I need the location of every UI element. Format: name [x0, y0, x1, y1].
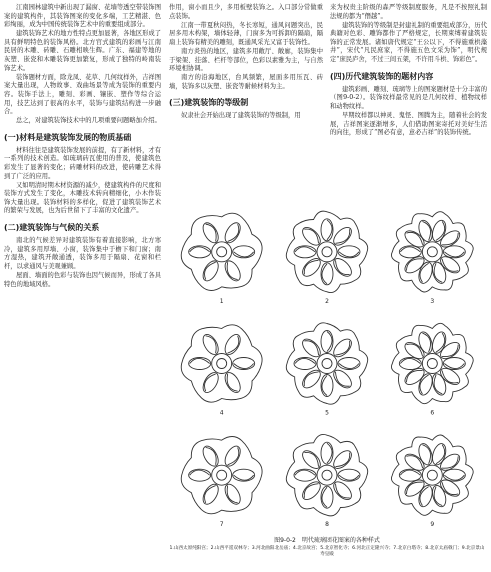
rosette-label: 6	[430, 409, 435, 417]
petal-shape	[443, 469, 465, 481]
rosette-core	[427, 359, 437, 369]
rosette-pattern	[391, 212, 473, 292]
petal-shape	[222, 444, 243, 469]
rosette-core	[427, 470, 437, 480]
petal-shape	[321, 331, 333, 353]
petal-shape	[321, 375, 333, 397]
paragraph: 南方炎热的地区，建筑多用敞厅、敞廊，装饰集中于梁架、挂落、栏杆等部位，色彩以素雅为主，与自然环境相协调。	[169, 47, 323, 73]
paragraph: 来为权贵主阶级的森严等级制度服务，凡是不按照礼制法规的都为“僭越”。	[330, 4, 487, 20]
rosette-center	[422, 242, 442, 262]
petal-shape	[430, 219, 448, 244]
rosette-outline	[181, 437, 262, 514]
scroll-curl	[304, 452, 318, 466]
rosette-label: 9	[430, 521, 435, 529]
rosette-outline	[181, 325, 262, 402]
rosette-pattern	[286, 434, 367, 515]
petal-shape	[416, 260, 434, 285]
rosette-pattern	[286, 323, 367, 404]
scroll-curl	[304, 341, 318, 355]
petal-shape	[416, 372, 434, 397]
rosette-grid	[169, 200, 485, 535]
rosette-core	[322, 359, 332, 369]
section-heading-materials: (一)材料是建筑装饰发展的物质基础	[4, 132, 132, 142]
rosette-core	[217, 247, 227, 257]
paragraph: 南方的沿海地区，台风频繁，屋面多用压瓦、砖墙，装饰多以灰塑、嵌瓷等耐候材料为主。	[169, 74, 323, 90]
rosette-pattern	[391, 323, 473, 403]
rosette-pattern	[181, 213, 262, 290]
petal-shape	[233, 469, 255, 481]
text-column-3	[330, 4, 487, 138]
petal-shape	[321, 442, 333, 464]
petal-shape	[338, 469, 360, 481]
petal-shape	[416, 330, 434, 355]
figure-caption-notes: 1.山西太原纯阳宫；2.山西平遥双林寺；3.河北曲阳北岳庙；4.北京故宫；5.北京智化寺；6.河北正定隆兴寺；7.北京白塔寺；8.北京太庙戟门；9.北京景山寿皇殿	[169, 546, 485, 558]
petal-shape	[321, 486, 333, 508]
petal-shape	[399, 246, 421, 258]
petal-shape	[222, 370, 243, 395]
rosette-center	[422, 354, 442, 374]
paragraph: 屋面、墙面的色彩与装饰也因气候而异，形成了各具特色的地域风格。	[4, 271, 161, 288]
petal-shape	[416, 442, 434, 467]
rosette-center	[317, 354, 337, 374]
petal-shape	[294, 469, 316, 481]
rosette-core	[427, 247, 437, 257]
petal-shape	[321, 263, 333, 285]
petal-shape	[200, 444, 221, 469]
rosette-label: 2	[325, 297, 329, 305]
rosette-outline	[181, 213, 262, 290]
rosette-center	[212, 465, 232, 485]
rosette-pattern	[391, 435, 473, 515]
scroll-curl	[335, 484, 349, 498]
paragraph: 建筑彩画、雕刻、琉璃等上的图案题材是十分丰富的（图9-0-2）。装饰纹样最常见的是几何纹样、植物纹样和动物纹样。	[330, 85, 487, 110]
rosette-center	[212, 242, 232, 262]
scroll-curl	[335, 341, 349, 355]
rosette-outline	[286, 323, 367, 404]
petal-shape	[430, 260, 448, 285]
petal-shape	[338, 358, 360, 370]
petal-shape	[294, 246, 316, 258]
paragraph: 江南园林建筑中新出现了漏窗、花墙等透空带装饰图案的建筑构件，其装饰图案的变化多端，工艺精湛、色彩绚丽，成为中国传统装饰艺术中的重要组成部分。	[4, 4, 161, 29]
paragraph: 早期纹样都以神灵、鬼怪、图腾为主，随着社会的发展，吉祥图案逐渐增多，人们借助图案寄托对美好生活的向往，形成了“图必有意，意必吉祥”的装饰传统。	[330, 111, 487, 137]
petal-shape	[200, 482, 221, 507]
rosette-outline	[391, 212, 473, 292]
paragraph: 又如明清时期木材资源的减少，使建筑构件的尺度和装饰方式发生了变化，木雕技术转向精细化，小木作装饰大量出现。装饰材料的多样化，促进了建筑装饰艺术的繁荣与发展，也为后世留下了丰富的文化遗产。	[4, 181, 161, 215]
petal-shape	[233, 246, 255, 258]
text-column-2	[169, 4, 323, 122]
scroll-curl	[335, 229, 349, 243]
rosette-core	[217, 359, 227, 369]
petal-shape	[200, 332, 221, 357]
petal-shape	[416, 219, 434, 244]
rosette-label: 7	[219, 521, 224, 529]
text-column-1	[4, 4, 161, 290]
petal-shape	[233, 358, 255, 370]
rosette-label: 4	[219, 409, 224, 417]
petal-shape	[222, 258, 243, 283]
section-heading-themes: (四)历代建筑装饰的题材内容	[330, 71, 434, 81]
petal-shape	[189, 246, 211, 258]
rosette-pattern	[286, 211, 367, 292]
petal-shape	[321, 219, 333, 241]
petal-shape	[294, 358, 316, 370]
rosette-outline	[391, 435, 473, 515]
paragraph: 装饰题材方面，除龙凤、花草、几何纹样外，吉祥图案大量出现，人物故事、戏曲场景等成为装饰的重要内容。装饰手法上，雕刻、彩画、镶嵌、塑作等综合运用，技艺达到了很高的水平，装饰与建筑结构进一步融合。	[4, 73, 161, 116]
petal-shape	[443, 246, 465, 258]
petal-shape	[189, 358, 211, 370]
rosette-pattern-figure	[169, 200, 485, 550]
paragraph: 南北的气候差异对建筑装饰有着直接影响，北方寒冷，建筑多用厚墙、小窗，装饰集中于檐下和门窗；南方湿热，建筑开敞通透，装饰多用于隔扇、花窗和栏杆，以求通风与美观兼顾。	[4, 237, 161, 270]
scroll-curl	[304, 260, 318, 274]
petal-shape	[416, 484, 434, 509]
rosette-center	[422, 465, 442, 485]
petal-shape	[200, 258, 221, 283]
paragraph: 建筑装饰艺术的地方性特点更加显著，各地区形成了具有鲜明特色的装饰风格。北方官式建筑的彩画与江南民居的木雕、砖雕、石雕相映生辉。广东、福建等地的灰塑、嵌瓷和木雕装饰更加繁复，形成了独特的岭南装饰艺术。	[4, 30, 161, 72]
rosette-pattern	[181, 437, 262, 514]
rosette-core	[217, 470, 227, 480]
petal-shape	[200, 220, 221, 245]
rosette-center	[317, 242, 337, 262]
rosette-label: 8	[325, 521, 329, 529]
scroll-curl	[335, 260, 349, 274]
scroll-curl	[335, 453, 349, 467]
petal-shape	[200, 370, 221, 395]
rosette-core	[322, 470, 332, 480]
petal-shape	[399, 469, 421, 481]
scroll-curl	[304, 372, 318, 386]
petal-shape	[222, 332, 243, 357]
petal-shape	[222, 482, 243, 507]
rosette-pattern	[181, 325, 262, 402]
paragraph: 建筑装饰的等级制是封建礼制的重要组成部分，历代典籍对色彩、雕饰都作了严格规定，长期束缚着建筑装饰的正常发展。诸如唐代规定“王公以下，不得施重栱藻井”，宋代“凡民庶家，不得施五色文采为饰”，明代规定“庶民庐舍，不过三间五架，不许用斗栱、饰彩色”。	[330, 21, 487, 64]
petal-shape	[399, 358, 421, 370]
petal-shape	[443, 358, 465, 370]
petal-shape	[430, 330, 448, 355]
petal-shape	[222, 220, 243, 245]
petal-shape	[430, 484, 448, 509]
scroll-curl	[335, 372, 349, 386]
petal-shape	[338, 246, 360, 258]
rosette-outline	[391, 323, 473, 403]
paragraph: 江南一带夏秋闷热，冬长寒短，通风问题突出，民居多用木构架，墙体轻薄，门窗多为可拆卸的隔扇，隔扇上装饰有精美的雕刻，既通风采光又富于装饰性。	[169, 21, 323, 46]
rosette-center	[317, 465, 337, 485]
petal-shape	[189, 469, 211, 481]
rosette-outline	[286, 434, 367, 515]
scroll-curl	[304, 229, 318, 243]
paragraph: 材料往往是建筑装饰发展的前提，有了新材料，才有一系列的技术创造。如琉璃砖瓦使用的普及，使建筑色彩发生了显著的变化；砖雕材料的改进，使砖雕艺术得到了广泛的应用。	[4, 146, 161, 180]
rosette-outline	[286, 211, 367, 292]
scroll-curl	[304, 484, 318, 498]
rosette-label: 1	[219, 297, 224, 305]
rosette-core	[322, 247, 332, 257]
petal-shape	[430, 372, 448, 397]
section-heading-climate: (二)建筑装饰与气候的关系	[4, 223, 100, 233]
rosette-label: 3	[430, 297, 435, 305]
paragraph: 总之，对建筑装饰技术中的几项重要问题略加介绍。	[16, 117, 161, 125]
figure-caption: 图9-0-2 明代琉璃团花图案的各种样式	[274, 537, 380, 544]
rosette-center	[212, 354, 232, 374]
rosette-label: 5	[325, 409, 329, 417]
paragraph: 奴隶社会开始出现了建筑装饰的等级制，用	[181, 112, 301, 120]
section-heading-hierarchy: (三)建筑装饰的等级制	[169, 98, 249, 108]
petal-shape	[430, 442, 448, 467]
paragraph: 作用，窗小而且少，多用板壁装饰之。入口部分常做重点装饰。	[169, 4, 323, 20]
